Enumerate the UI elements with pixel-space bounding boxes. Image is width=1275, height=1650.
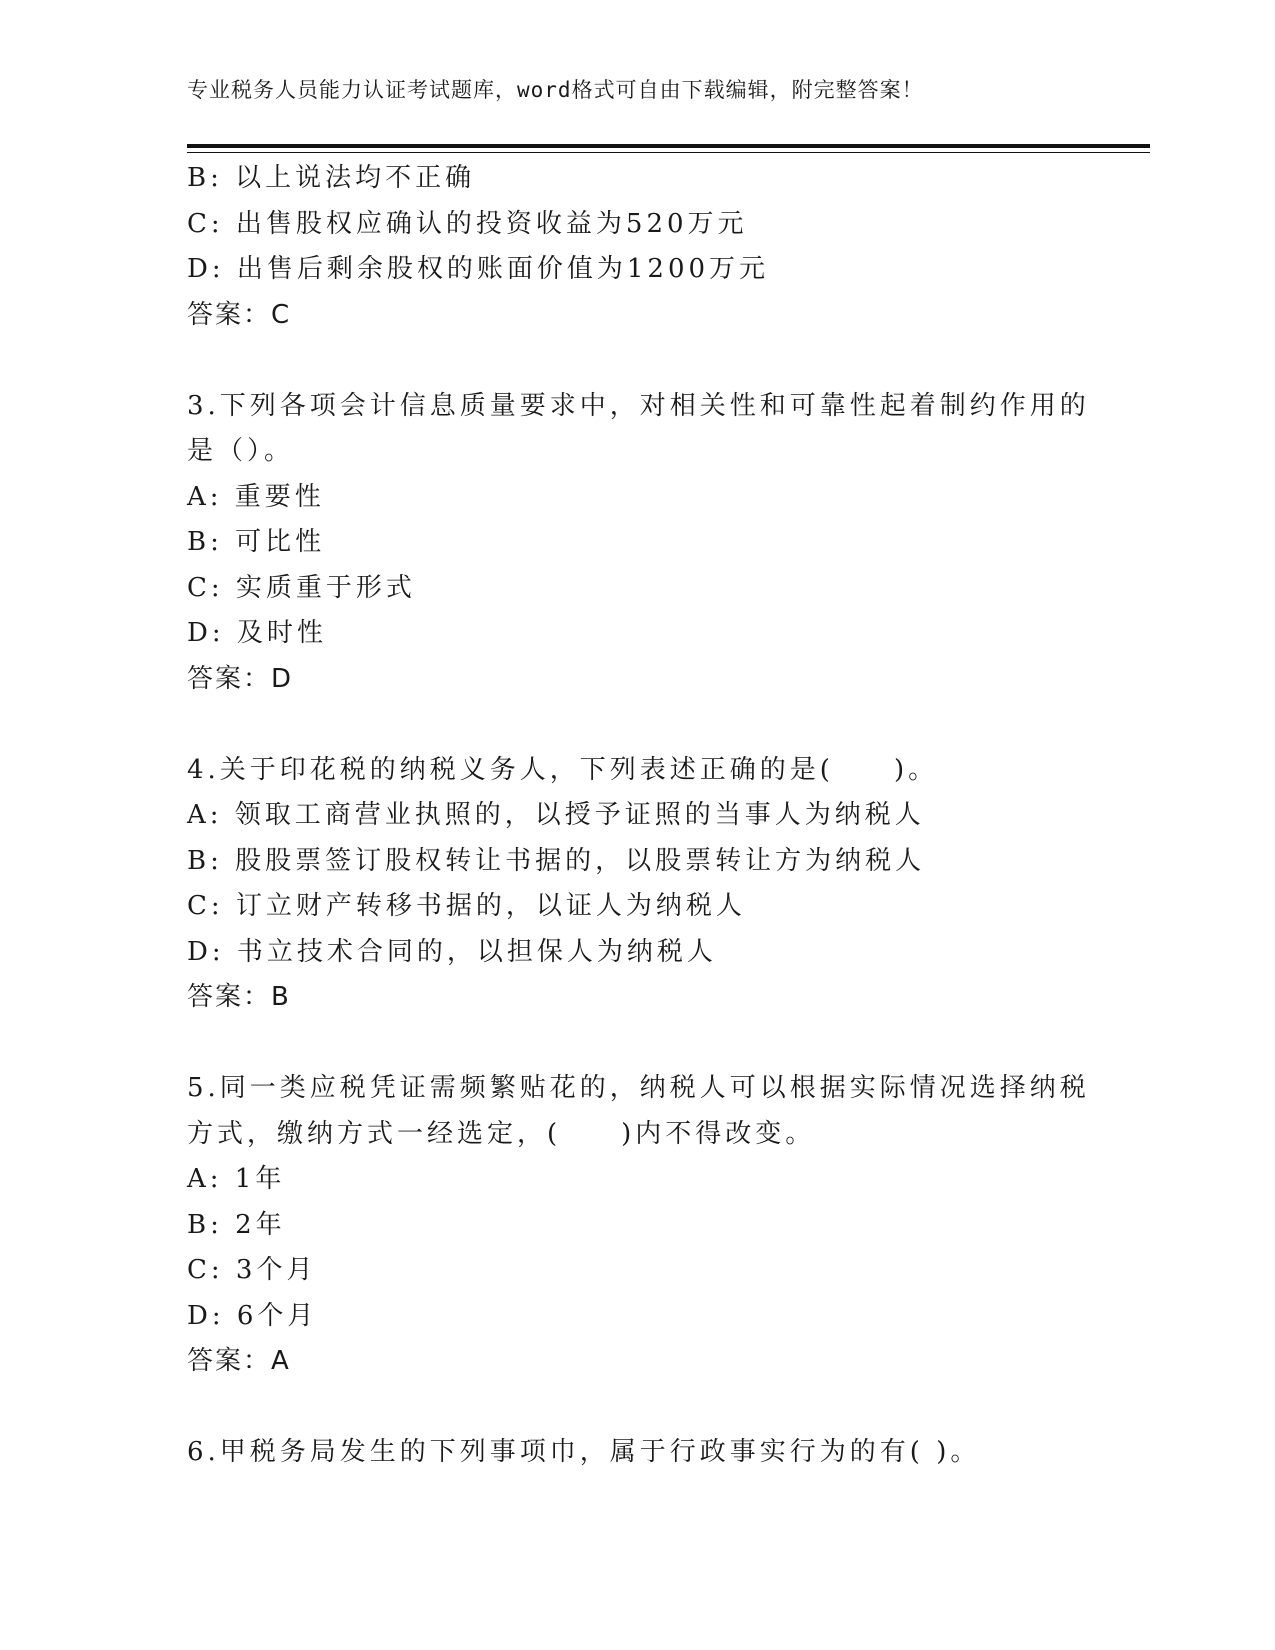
question-line: A: 领取工商营业执照的，以授予证照的当事人为纳税人 [187,800,925,830]
question-block [187,1430,1087,1476]
question-line: C: 实质重于形式 [187,572,416,603]
header-rule-thin [187,152,1150,153]
question-line: C: 出售股权应确认的投资收益为520万元 [187,208,748,239]
question-block [187,156,1087,338]
question-line: 5.同一类应税凭证需频繁贴花的，纳税人可以根据实际情况选择纳税 [187,1073,1090,1103]
question-line: 6.甲税务局发生的下列事项巾，属于行政事实行为的有( )。 [187,1437,981,1467]
question-content [187,156,1090,1476]
question-line: D: 书立技术合同的，以担保人为纳税人 [187,936,717,967]
question-line: 4.关于印花税的纳税义务人，下列表述正确的是( )。 [187,754,939,785]
question-block [187,1066,1090,1385]
question-line: 3.下列各项会计信息质量要求中，对相关性和可靠性起着制约作用的 [187,390,1090,421]
question-block [187,748,1087,1021]
question-line: C: 3个月 [187,1255,317,1285]
block-spacer [187,702,1087,748]
question-line: B: 股股票签订股权转让书据的，以股票转让方为纳税人 [187,845,926,876]
question-line: 是（）。 [187,436,295,466]
question-line: B: 可比性 [187,527,326,557]
question-line: A: 1年 [187,1164,286,1194]
question-line: C: 订立财产转移书据的，以证人为纳税人 [187,891,746,921]
question-line: B: 2年 [187,1209,286,1240]
header-rule-thick [187,144,1150,148]
answer-line: 答案：B [187,982,291,1012]
question-line: A: 重要性 [187,481,325,512]
question-line: D: 及时性 [187,618,327,648]
question-line: D: 出售后剩余股权的账面价值为1200万元 [187,254,770,284]
answer-line: 答案：C [187,299,292,330]
block-spacer [187,1021,1087,1067]
answer-line: 答案：D [187,663,294,694]
answer-line: 答案：A [187,1346,291,1376]
block-spacer [187,1385,1087,1431]
block-spacer [187,338,1087,384]
question-line: D: 6个月 [187,1300,318,1331]
page-header: 专业税务人员能力认证考试题库，word格式可自由下载编辑，附完整答案！ [187,78,924,102]
question-line: B: 以上说法均不正确 [187,163,476,193]
question-block [187,384,1090,703]
question-line: 方式，缴纳方式一经选定，( )内不得改变。 [187,1118,816,1149]
